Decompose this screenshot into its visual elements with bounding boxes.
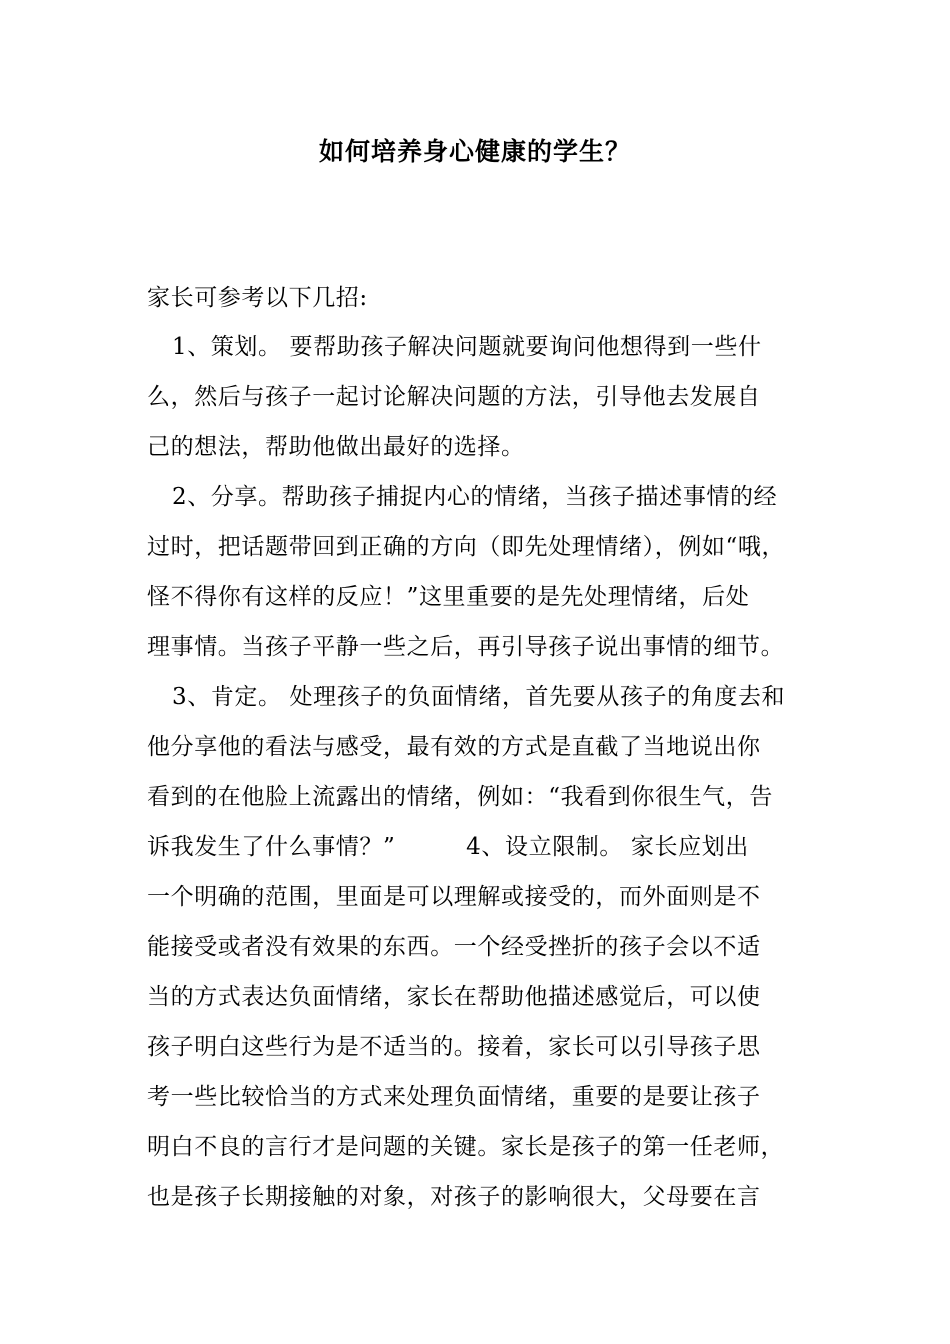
document-title: 如何培养身心健康的学生？ xyxy=(318,137,631,166)
paragraph-line: 一个明确的范围，里面是可以理解或接受的，而外面则是不 xyxy=(147,884,761,910)
paragraph-line: 过时，把话题带回到正确的方向（即先处理情绪），例如“哦， xyxy=(147,534,786,560)
paragraph-line: 孩子明白这些行为是不适当的。接着，家长可以引导孩子思 xyxy=(147,1034,761,1060)
intro-line: 家长可参考以下几招: xyxy=(147,285,368,311)
paragraph-line: 1、策划。 要帮助孩子解决问题就要询问他想得到一些什 xyxy=(172,334,762,360)
paragraph-line: 考一些比较恰当的方式来处理负面情绪，重要的是要让孩子 xyxy=(147,1084,761,1110)
paragraph-line: 明白不良的言行才是问题的关键。家长是孩子的第一任老师， xyxy=(147,1134,785,1160)
paragraph-line: 当的方式表达负面情绪，家长在帮助他描述感觉后，可以使 xyxy=(147,984,761,1010)
paragraph-line: 也是孩子长期接触的对象，对孩子的影响很大，父母要在言 xyxy=(147,1184,761,1210)
paragraph-line: 看到的在他脸上流露出的情绪，例如：“我看到你很生气，告 xyxy=(147,784,773,810)
paragraph-line: 么，然后与孩子一起讨论解决问题的方法，引导他去发展自 xyxy=(147,384,761,410)
paragraph-line: 理事情。当孩子平静一些之后，再引导孩子说出事情的细节。 xyxy=(147,634,785,660)
paragraph-line: 他分享他的看法与感受，最有效的方式是直截了当地说出你 xyxy=(147,734,761,760)
paragraph-line: 己的想法，帮助他做出最好的选择。 xyxy=(147,434,525,460)
paragraph-line: 诉我发生了什么事情？” 4、设立限制。 家长应划出 xyxy=(147,834,749,860)
paragraph-line: 2、分享。帮助孩子捕捉内心的情绪，当孩子描述事情的经 xyxy=(172,484,778,510)
paragraph-line: 怪不得你有这样的反应！”这里重要的是先处理情绪，后处 xyxy=(147,584,750,610)
paragraph-line: 3、肯定。 处理孩子的负面情绪，首先要从孩子的角度去和 xyxy=(172,684,786,710)
paragraph-line: 能接受或者没有效果的东西。一个经受挫折的孩子会以不适 xyxy=(147,934,761,960)
